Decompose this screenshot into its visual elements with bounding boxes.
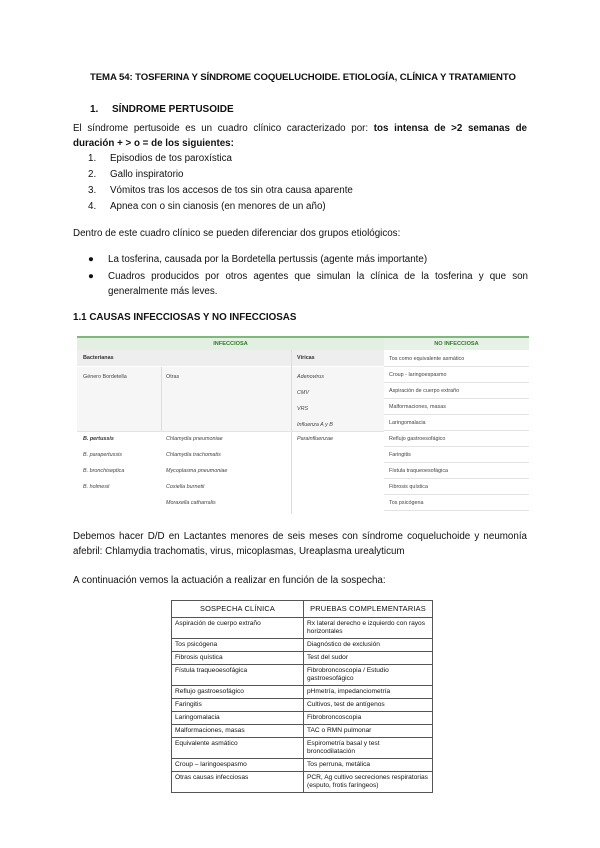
table-row: Laringomalacia Fibrobroncoscopia: [172, 712, 433, 725]
section-heading-1: [90, 104, 234, 115]
section-number: 1.: [90, 104, 99, 115]
dd-paragraph: Debemos hacer D/D en Lactantes menores de seis meses con síndrome coqueluchoide y neumonía afebril: Chlamydia trachomatis, virus, micoplasmas, Ureaplasma urealyticum: [73, 531, 527, 557]
header-pruebas: PRUEBAS COMPLEMENTARIAS: [304, 601, 433, 618]
actuacion-paragraph: A continuación vemos la actuación a realizar en función de la sospecha:: [73, 575, 386, 586]
intro-paragraph: [73, 121, 527, 151]
table-row: Aspiración de cuerpo extraño Rx lateral derecho e izquierdo con rayos horizontales: [172, 618, 433, 639]
table-row: Croup – laringoespasmo Tos perruna, metálica: [172, 759, 433, 772]
table-row: Malformaciones, masas TAC o RMN pulmonar: [172, 725, 433, 738]
intro-bold: tos intensa de >2 semanas de duración + > o = de los siguientes:: [73, 123, 528, 149]
intro-plain: El síndrome pertusoide es un cuadro clínico caracterizado por:: [73, 123, 374, 134]
groups-intro: Dentro de este cuadro clínico se pueden diferenciar dos grupos etiológicos:: [73, 228, 401, 239]
bullet-icon: ●: [88, 271, 94, 282]
criteria-list: [88, 151, 353, 215]
col-viricas: Víricas: [297, 355, 315, 361]
document-title: TEMA 54: TOSFERINA Y SÍNDROME COQUELUCHOIDE. ETIOLOGÍA, CLÍNICA Y TRATAMIENTO: [90, 72, 516, 83]
list-item: 3. Vómitos tras los accesos de tos sin otra causa aparente: [88, 185, 353, 196]
bullet-icon: ●: [88, 254, 94, 265]
list-item: 2. Gallo inspiratorio: [88, 169, 184, 180]
col-bacterianas: Bacterianas: [83, 355, 114, 361]
section-heading-text: SÍNDROME PERTUSOIDE: [112, 104, 234, 115]
table-row: Faringitis Cultivos, test de antígenos: [172, 699, 433, 712]
genero-bordetella: Género Bordetella: [83, 374, 127, 380]
tests-table: [171, 600, 433, 793]
groups-list: [88, 252, 528, 301]
header-infecciosa: INFECCIOSA: [77, 336, 384, 350]
table-row: Otras causas infecciosas PCR, Ag cultivo secreciones respiratorias (esputo, frotis faríngeos): [172, 772, 433, 793]
table-row: Fibrosis quística Test del sudor: [172, 652, 433, 665]
list-item: 4. Apnea con o sin cianosis (en menores de un año): [88, 201, 326, 212]
list-item: ● La tosferina, causada por la Bordetella pertussis (agente más importante): [88, 254, 428, 265]
list-item: 1. Episodios de tos paroxística: [88, 153, 232, 164]
table-row: Equivalente asmático Espirometría basal y test broncodilatación: [172, 738, 433, 759]
header-sospecha: SOSPECHA CLÍNICA: [172, 601, 304, 618]
table-row: Fístula traqueoesofágica Fibrobroncoscopia / Estudio gastroesofágico: [172, 665, 433, 686]
table-header: [172, 601, 433, 618]
table-row: Tos psicógena Diagnóstico de exclusión: [172, 639, 433, 652]
otras-label: Otras: [166, 374, 180, 380]
subsection-heading: 1.1 CAUSAS INFECCIOSAS Y NO INFECCIOSAS: [73, 312, 297, 323]
table-row: Reflujo gastroesofágico pHmetría, impedanciometría: [172, 686, 433, 699]
causes-table: INFECCIOSA NO INFECCIOSA Bacterianas Víricas Género Bordetella Otras B. pertussis B. parapertussis B. bronchiseptica B. holmesii Chlamydia pneumoniae Chlamydia trachomatis Mycoplasma pneumoniae Coxiella burnetii Moraxella catharralis Adenovirus CMV VRS Influenza A y B Parainfluenzae Tos como equivalente asmático Croup - laringoespasmo Aspiración de cuerpo extraño Malformaciones, masas Laringomalacia Reflujo gastroesofágico Faringitis Fístula traqueoesofágica Fibrosis quística Tos psicógena: [77, 336, 529, 514]
header-no-infecciosa: NO INFECCIOSA: [384, 336, 529, 350]
list-item: ● Cuadros producidos por otros agentes que simulan la clínica de la tosferina y que son generalmente más leves.: [88, 271, 528, 297]
